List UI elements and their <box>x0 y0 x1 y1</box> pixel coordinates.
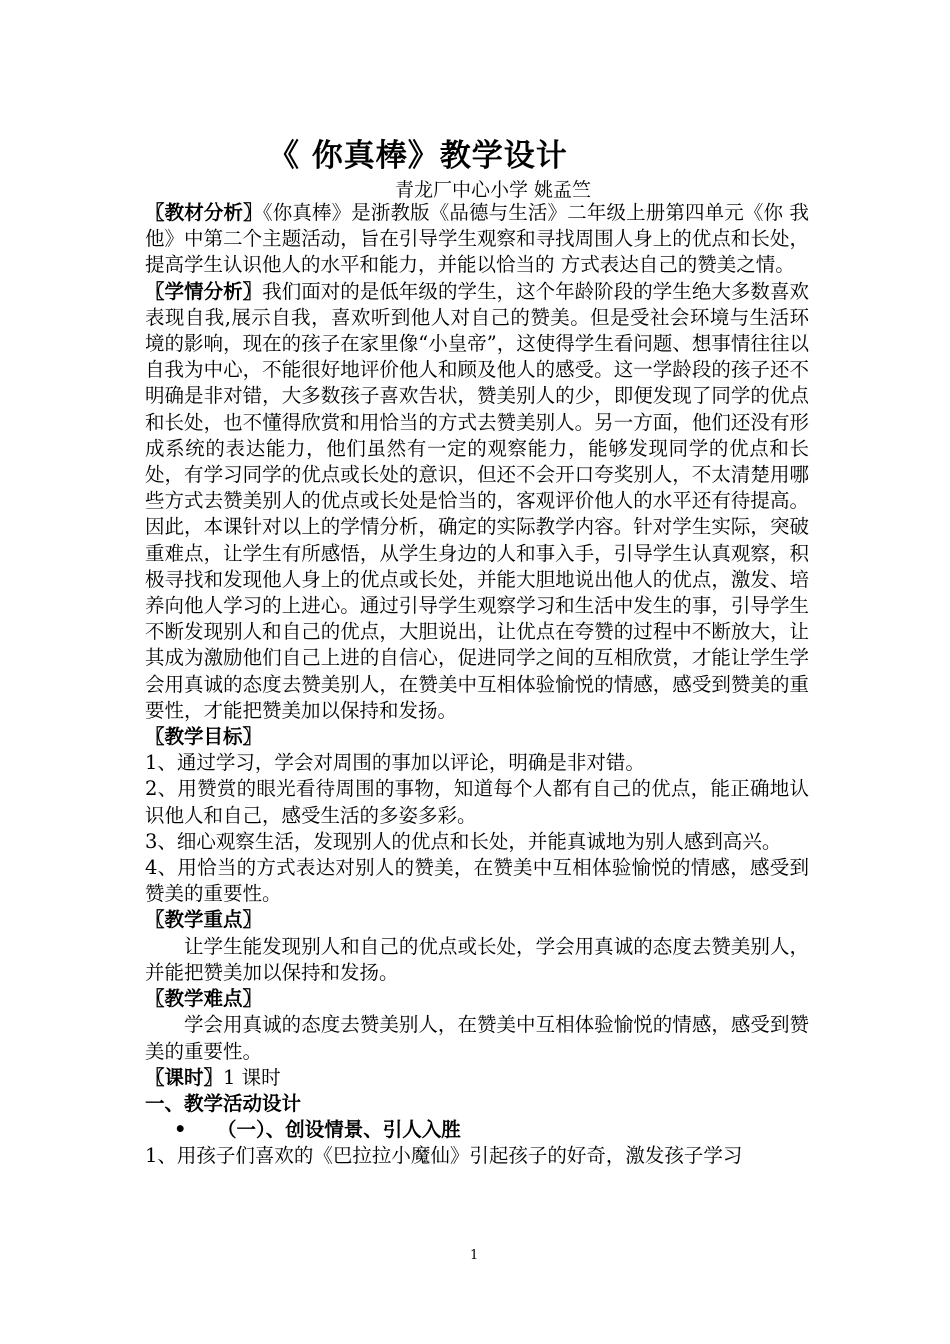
document-title: 《 你真棒》教学设计 <box>268 138 568 174</box>
material-analysis-text: 《你真棒》是浙教版《品德与生活》二年级上册第四单元《你 我 他》中第二个主题活动，旨在引导学生观察和寻找周围人身上的优点和长处，提高学生认识他人的水平和能力，并能以恰当的 方式表达自己的赞美之情。 <box>145 201 809 277</box>
class-hours-text: 1 课时 <box>223 1065 281 1089</box>
learner-analysis-heading: 〖学情分析〗 <box>145 279 263 303</box>
activity-design-heading: 一、教学活动设计 <box>145 1091 302 1115</box>
difficulties-text: 学会用真诚的态度去赞美别人，在赞美中互相体验愉悦的情感，感受到赞美的重要性。 <box>145 1013 809 1063</box>
page-number: 1 <box>470 1248 479 1263</box>
goal-item: 1、通过学习，学会对周围的事加以评论，明确是非对错。 <box>145 751 645 775</box>
difficulties-heading: 〖教学难点〗 <box>145 987 263 1011</box>
key-points-text: 让学生能发现别人和自己的优点或长处，学会用真诚的态度去赞美别人，并能把赞美加以保持和发扬。 <box>145 934 809 984</box>
material-analysis-paragraph <box>145 200 809 279</box>
activity-subheading <box>145 1117 809 1143</box>
material-analysis-heading: 〖教材分析〗 <box>145 201 263 224</box>
activity-item: 1、用孩子们喜欢的《巴拉拉小魔仙》引起孩子的好奇，激发孩子学习 <box>145 1144 743 1168</box>
learner-analysis-text: 我们面对的是低年级的学生，这个年龄阶段的学生绝大多数喜欢表现自我,展示自我，喜欢听到他人对自己的赞美。但是受社会环境与生活环境的影响，现在的孩子在家里像“小皇帝”，这使得学生看问题、想事情往往以自我为中心，不能很好地评价他人和顾及他人的感受。这一学龄段的孩子还不明确是非对错，大多数孩子喜欢告状，赞美别人的少，即便发现了同学的优点和长处，也不懂得欣赏和用恰当的方式去赞美别人。另一方面，他们还没有形成系统的表达能力，他们虽然有一定的观察能力，能够发现同学的优点和长处，有学习同学的优点或长处的意识，但还不会开口夸奖别人，不太清楚用哪些方式去赞美别人的优点或长处是恰当的，客观评价他人的水平还有待提高。因此，本课针对以上的学情分析，确定的实际教学内容。针对学生实际，突破重难点，让学生有所感悟，从学生身边的人和事入手，引导学生认真观察，积极寻找和发现他人身上的优点或长处，并能大胆地说出他人的优点，激发、培养向他人学习的上进心。通过引导学生观察学习和生活中发生的事，引导学生不断发现别人和自己的优点，大胆说出，让优点在夸赞的过程中不断放大，让其成为激励他们自己上进的自信心，促进同学之间的互相欣赏，才能让学生学会用真诚的态度去赞美别人，在赞美中互相体验愉悦的情感，感受到赞美的重要性，才能把赞美加以保持和发扬。 <box>145 279 809 722</box>
activity-subheading-text: （一）、创设情景、引人入胜 <box>217 1118 461 1142</box>
teaching-goals-heading: 〖教学目标〗 <box>145 725 263 749</box>
class-hours-heading: 〖课时〗 <box>145 1065 224 1089</box>
document-body <box>145 200 809 1170</box>
key-points-heading: 〖教学重点〗 <box>145 908 263 932</box>
goal-item: 3、细心观察生活，发现别人的优点和长处，并能真诚地为别人感到高兴。 <box>145 829 782 853</box>
class-hours-line <box>145 1065 809 1091</box>
goal-item: 4、用恰当的方式表达对别人的赞美，在赞美中互相体验愉悦的情感，感受到赞美的重要性。 <box>145 856 809 906</box>
learner-analysis-paragraph <box>145 279 809 724</box>
bullet-icon: • <box>174 1118 187 1142</box>
goal-item: 2、用赞赏的眼光看待周围的事物，知道每个人都有自己的优点，能正确地认识他人和自己，感受生活的多姿多彩。 <box>145 777 809 827</box>
author-line: 青龙厂中心小学 姚孟竺 <box>395 179 592 201</box>
